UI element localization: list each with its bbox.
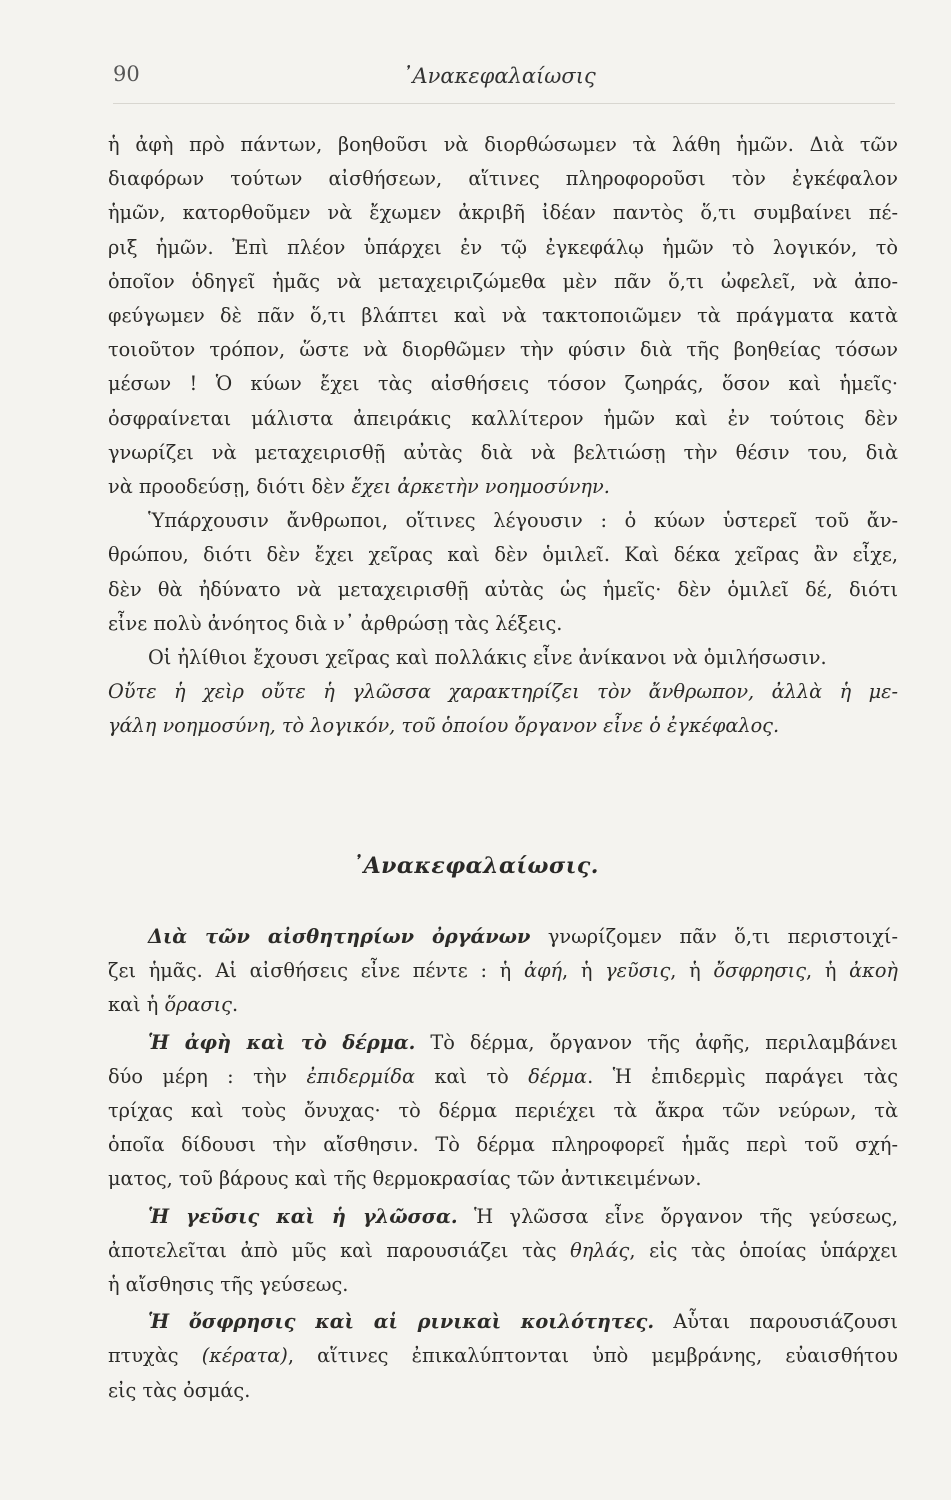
- text-line: Οἱ ἠλίθιοι ἔχουσι χεῖρας καὶ πολλάκις εἶνε ἀνίκανοι νὰ ὁμιλήσωσιν.: [148, 646, 827, 670]
- term-italic: ἀφή: [523, 959, 563, 983]
- running-title: ᾿Ανακεφαλαίωσις: [402, 64, 596, 88]
- text-plain: Ἡ γλῶσσα εἶνε ὄργανον τῆς γεύσεως,: [457, 1204, 898, 1228]
- text-line-last: [108, 988, 898, 1022]
- paragraph-4: [108, 675, 898, 743]
- summary-text: [108, 920, 898, 1411]
- text-line: [108, 920, 898, 954]
- term-italic: ὄσφρησις: [713, 959, 807, 983]
- text-line-last: ἡ αἴσθησις τῆς γεύσεως.: [108, 1273, 349, 1297]
- paragraph-1: [108, 128, 898, 504]
- text-line: διαφόρων τούτων αἰσθήσεων, αἵτινες πληροφοροῦσι τὸν ἐγκέφαλον: [108, 167, 898, 191]
- summary-touch: [108, 1026, 898, 1197]
- term-italic: θηλάς: [570, 1238, 630, 1262]
- text-plain: ἀποτελεῖται ἀπὸ μῦς καὶ παρουσιάζει τὰς: [108, 1238, 571, 1262]
- term-italic: γεῦσις: [605, 959, 671, 983]
- text-plain: Τὸ δέρμα, ὄργανον τῆς ἀφῆς, περιλαμβάνει: [415, 1030, 898, 1054]
- text-line: ριξ ἡμῶν. Ἐπὶ πλέον ὑπάρχει ἐν τῷ ἐγκεφάλῳ ἡμῶν τὸ λογικόν, τὸ: [108, 235, 898, 259]
- page-number: 90: [113, 62, 140, 86]
- term-italic: ἀκοὴ: [849, 959, 898, 983]
- subheading-bold: Ἡ γεῦσις καὶ ἡ γλῶσσα.: [148, 1204, 458, 1228]
- text-plain: καὶ ἡ: [108, 993, 165, 1017]
- text-line: [108, 1234, 898, 1268]
- text-line: [108, 1339, 898, 1373]
- term-bold: Διὰ τῶν αἰσθητηρίων ὀργάνων: [148, 925, 531, 948]
- text-plain: .: [231, 993, 239, 1017]
- summary-smell: [108, 1305, 898, 1408]
- text-italic: ἔχει ἀρκετὴν νοημοσύνην.: [351, 475, 610, 499]
- text-plain: , αἵτινες ἐπικαλύπτονται ὑπὸ μεμβράνης, εὐαισθήτου: [287, 1344, 898, 1368]
- text-plain: ζει ἡμᾶς. Αἱ αἰσθήσεις εἶνε πέντε : ἡ: [108, 959, 524, 983]
- subheading-bold: Ἡ ἀφὴ καὶ τὸ δέρμα.: [148, 1030, 416, 1054]
- text-line-last: εἰς τὰς ὀσμάς.: [108, 1378, 251, 1402]
- header-rule: [113, 103, 895, 104]
- subheading-bold: Ἡ ὄσφρησις καὶ αἱ ρινικαὶ κοιλότητες.: [148, 1310, 655, 1334]
- text-line: [108, 954, 898, 988]
- text-line: ὁποῖον ὁδηγεῖ ἡμᾶς νὰ μεταχειριζώμεθα μὲν πᾶν ὅ,τι ὠφελεῖ, νὰ ἀπο-: [108, 269, 898, 293]
- text-line: τρίχας καὶ τοὺς ὄνυχας· τὸ δέρμα περιέχει τὰ ἄκρα τῶν νεύρων, τὰ: [108, 1099, 898, 1123]
- text-line: [108, 1305, 898, 1339]
- term-italic: ὅρασις: [164, 993, 232, 1017]
- text-line: [108, 1060, 898, 1094]
- text-line: [108, 1200, 898, 1234]
- text-plain: . Ἡ ἐπιδερμὶς παράγει τὰς: [587, 1064, 898, 1088]
- text-line-italic: Οὔτε ἡ χεὶρ οὔτε ἡ γλῶσσα χαρακτηρίζει τὸν ἄνθρωπον, ἀλλὰ ἡ με-: [108, 680, 898, 704]
- text-plain: καὶ τὸ: [415, 1064, 529, 1088]
- text-plain: , ἡ: [670, 959, 714, 983]
- text-line-last: [108, 470, 898, 504]
- text-line: μέσων ! Ὁ κύων ἔχει τὰς αἰσθήσεις τόσον ζωηράς, ὅσον καὶ ἡμεῖς·: [108, 372, 898, 396]
- text-line: ἡμῶν, κατορθοῦμεν νὰ ἔχωμεν ἀκριβῆ ἰδέαν παντὸς ὅ,τι συμβαίνει πέ-: [108, 201, 898, 225]
- text-plain: νὰ προοδεύσῃ, διότι δὲν: [108, 475, 352, 499]
- text-plain: , ἡ: [806, 959, 850, 983]
- text-line: ὀσφραίνεται μάλιστα ἀπειράκις καλλίτερον ἡμῶν καὶ ἐν τούτοις δὲν: [108, 406, 898, 430]
- text-line: θρώπου, διότι δὲν ἔχει χεῖρας καὶ δὲν ὁμιλεῖ. Καὶ δέκα χεῖρας ἂν εἶχε,: [108, 543, 898, 567]
- term-italic: (κέρατα): [201, 1344, 288, 1368]
- text-line-last: ματος, τοῦ βάρους καὶ τῆς θερμοκρασίας τῶν ἀντικειμένων.: [108, 1167, 702, 1191]
- text-plain: γνωρίζομεν πᾶν ὅ,τι περιστοιχί-: [530, 925, 898, 948]
- text-plain: , εἰς τὰς ὁποίας ὑπάρχει: [629, 1238, 898, 1262]
- text-line: Ὑπάρχουσιν ἄνθρωποι, οἵτινες λέγουσιν : ὁ κύων ὑστερεῖ τοῦ ἄν-: [148, 509, 898, 533]
- text-line: γνωρίζει νὰ μεταχειρισθῇ αὐτὰς διὰ νὰ βελτιώσῃ τὴν θέσιν του, διὰ: [108, 440, 898, 464]
- text-plain: πτυχὰς: [108, 1344, 202, 1368]
- term-italic: ἐπιδερμίδα: [306, 1064, 416, 1088]
- paragraph-2: [108, 504, 898, 641]
- text-line: δὲν θὰ ἠδύνατο νὰ μεταχειρισθῇ αὐτὰς ὡς ἡμεῖς· δὲν ὁμιλεῖ δέ, διότι: [108, 577, 898, 601]
- text-plain: δύο μέρη : τὴν: [108, 1064, 307, 1088]
- summary-taste: [108, 1200, 898, 1303]
- text-plain: , ἡ: [562, 959, 606, 983]
- text-line: φεύγωμεν δὲ πᾶν ὅ,τι βλάπτει καὶ νὰ τακτοποιῶμεν τὰ πράγματα κατὰ: [108, 304, 898, 328]
- text-line: τοιοῦτον τρόπον, ὥστε νὰ διορθῶμεν τὴν φύσιν διὰ τῆς βοηθείας τόσων: [108, 338, 898, 362]
- text-line: ὁποῖα δίδουσι τὴν αἴσθησιν. Τὸ δέρμα πληροφορεῖ ἡμᾶς περὶ τοῦ σχή-: [108, 1133, 898, 1157]
- text-line-last: εἶνε πολὺ ἀνόητος διὰ ν᾿ ἀρθρώσῃ τὰς λέξεις.: [108, 611, 563, 635]
- text-line: [108, 1026, 898, 1060]
- text-line-italic: γάλη νοημοσύνη, τὸ λογικόν, τοῦ ὁποίου ὄργανον εἶνε ὁ ἐγκέφαλος.: [108, 714, 780, 738]
- summary-intro: [108, 920, 898, 1023]
- text-line: ἡ ἀφὴ πρὸ πάντων, βοηθοῦσι νὰ διορθώσωμεν τὰ λάθη ἡμῶν. Διὰ τῶν: [108, 133, 898, 156]
- term-italic: δέρμα: [528, 1064, 588, 1088]
- paragraph-3: [108, 641, 898, 675]
- main-text: [108, 128, 898, 744]
- section-title: ᾿Ανακεφαλαίωσις.: [352, 853, 599, 879]
- text-plain: Αὗται παρουσιάζουσι: [654, 1310, 898, 1334]
